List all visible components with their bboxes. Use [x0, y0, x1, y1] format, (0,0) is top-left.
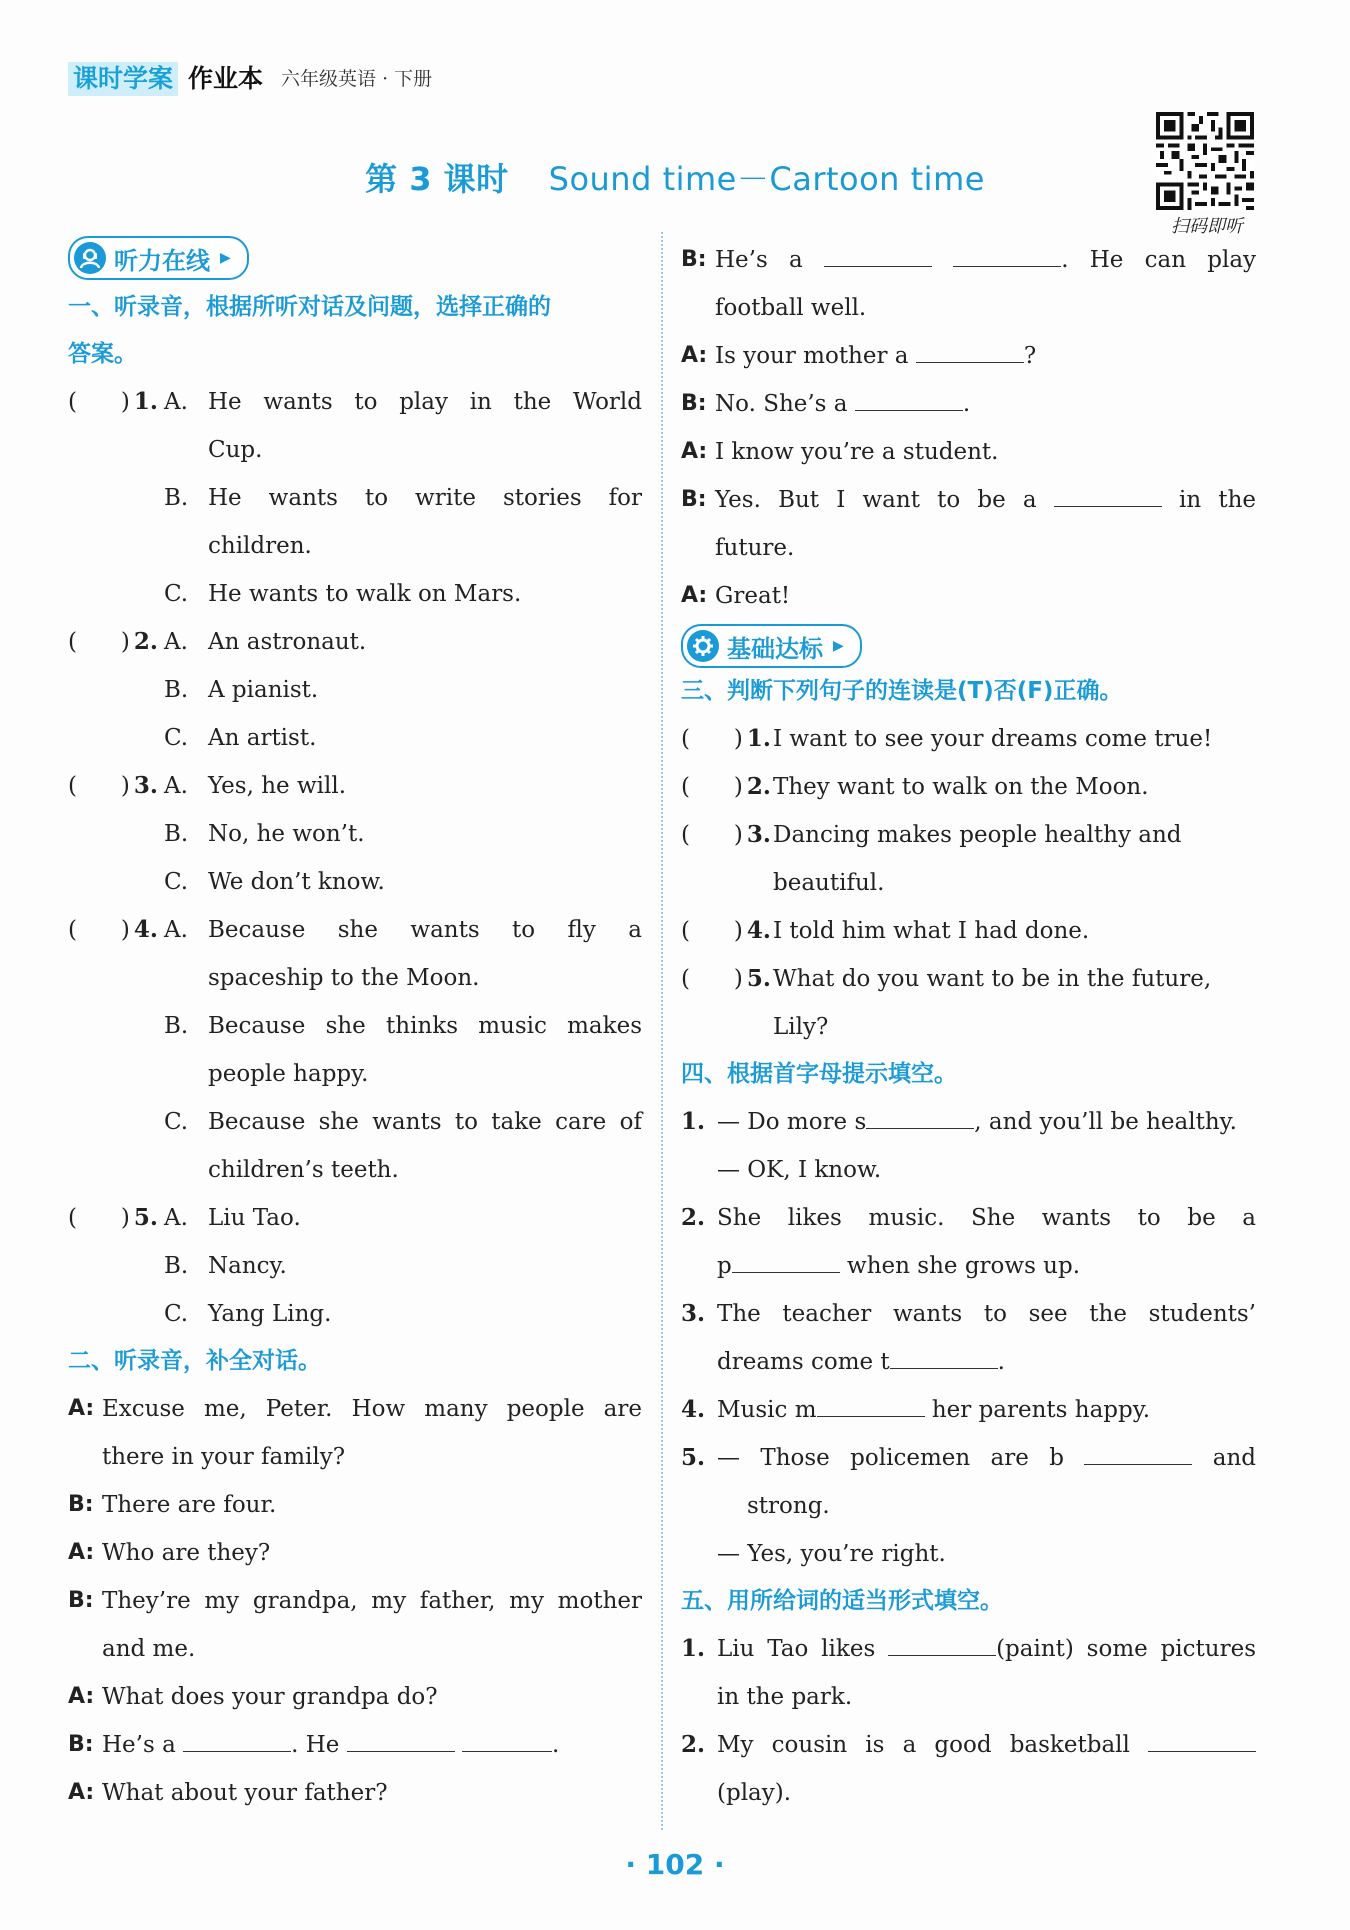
option-letter: B.: [164, 821, 189, 847]
section-1-title-line1: 一、听录音，根据所听对话及问题，选择正确的: [68, 294, 551, 320]
answer-blank[interactable]: [890, 1346, 998, 1369]
option-text: He wants to write stories for: [208, 485, 642, 511]
dialog-text: Who are they?: [102, 1540, 271, 1566]
sentence-text: beautiful.: [773, 870, 885, 896]
dialog-text: I know you’re a student.: [715, 439, 999, 465]
answer-option[interactable]: [164, 618, 642, 666]
answer-blank[interactable]: [824, 244, 932, 267]
dialog-text: Great!: [715, 583, 791, 609]
question-number: 4.: [133, 916, 158, 943]
sentence-text: Lily?: [773, 1014, 829, 1040]
item-text: My cousin is a good basketball: [717, 1732, 1130, 1758]
option-text: people happy.: [208, 1061, 369, 1087]
question-item: [68, 618, 642, 666]
dialog-text: .: [962, 391, 971, 417]
item-text: strong.: [747, 1493, 830, 1519]
item-text: Liu Tao likes: [717, 1636, 876, 1662]
answer-option[interactable]: [164, 906, 642, 954]
dialog-text: What about your father?: [102, 1780, 388, 1806]
answer-blank[interactable]: [1084, 1442, 1192, 1465]
option-text: We don’t know.: [208, 869, 385, 895]
qr-label: 扫码即听: [1171, 216, 1243, 237]
answer-parenthesis[interactable]: (: [681, 774, 690, 800]
lesson-number: 第 3 课时: [365, 160, 509, 198]
section-3-title: 三、判断下列句子的连读是(T)否(F)正确。: [681, 678, 1123, 704]
dialog-text: in the: [1178, 487, 1256, 513]
option-line: [68, 426, 642, 474]
answer-parenthesis[interactable]: (: [68, 773, 77, 799]
listening-questions: [68, 378, 642, 1338]
section-2-title: 二、听录音，补全对话。: [68, 1348, 321, 1374]
answer-option[interactable]: [164, 1146, 642, 1194]
item-text: .: [997, 1349, 1005, 1375]
judge-item: [681, 763, 1256, 811]
option-line: [68, 1050, 642, 1098]
section-5-title: 五、用所给词的适当形式填空。: [681, 1588, 1003, 1614]
answer-blank[interactable]: [1148, 1729, 1256, 1752]
dialog-text: Yes. But I want to be a: [715, 487, 1037, 513]
sentence-text: They want to walk on the Moon.: [773, 774, 1149, 800]
liaison-judgement-questions: [681, 715, 1256, 1051]
dialog-line: [68, 1385, 642, 1433]
dialog-text: What does your grandpa do?: [102, 1684, 438, 1710]
answer-parenthesis[interactable]: ): [689, 966, 743, 992]
answer-option[interactable]: [164, 426, 642, 474]
dialog-line: [68, 1769, 642, 1817]
fill-item: [681, 1098, 1256, 1146]
speaker: B:: [681, 391, 707, 416]
answer-option[interactable]: [164, 810, 642, 858]
speaker: A:: [681, 439, 708, 464]
option-text: children.: [208, 533, 312, 559]
dialog-text: No. She’s a: [715, 391, 848, 417]
option-line: [68, 474, 642, 522]
answer-parenthesis[interactable]: (: [681, 822, 690, 848]
answer-parenthesis[interactable]: ): [689, 774, 743, 800]
sentence-text: What do you want to be in the future,: [773, 966, 1212, 992]
item-text: — Yes, you’re right.: [717, 1541, 946, 1567]
answer-parenthesis[interactable]: (: [681, 726, 690, 752]
judge-line: [681, 1003, 1256, 1051]
page-number: · 102 ·: [625, 1848, 725, 1881]
answer-parenthesis[interactable]: (: [68, 389, 77, 415]
option-line: [68, 714, 642, 762]
option-letter: B.: [164, 1013, 189, 1039]
dialog-text: . He: [291, 1732, 340, 1758]
section-4-title: 四、根据首字母提示填空。: [681, 1061, 957, 1087]
dialog-line: [68, 1433, 642, 1481]
speaker: [68, 1625, 102, 1673]
section-1-title-line2: 答案。: [68, 341, 137, 367]
answer-blank[interactable]: [866, 1106, 974, 1129]
option-letter: [164, 1146, 208, 1194]
option-letter: C.: [164, 869, 189, 895]
question-number: 3.: [746, 821, 771, 848]
dialog-text: football well.: [715, 295, 867, 321]
fill-item: [681, 1386, 1256, 1434]
answer-parenthesis[interactable]: ): [689, 822, 743, 848]
speaker: B:: [68, 1732, 94, 1757]
dialog-text: . He can play: [1061, 247, 1257, 273]
option-line: [68, 1146, 642, 1194]
option-line: [68, 1098, 642, 1146]
dialog-line: [681, 524, 1256, 572]
left-column: [68, 236, 642, 1817]
option-line: [68, 810, 642, 858]
option-text: Yang Ling.: [208, 1301, 332, 1327]
dialog-line: [681, 284, 1256, 332]
item-number: 3.: [681, 1300, 706, 1327]
play-arrow-icon: ▶: [833, 638, 844, 654]
option-text: children’s teeth.: [208, 1157, 399, 1183]
answer-option[interactable]: [164, 666, 642, 714]
item-text: in the park.: [717, 1684, 853, 1710]
option-letter: C.: [164, 581, 189, 607]
play-arrow-icon: ▶: [220, 250, 231, 266]
listening-section-label: 听力在线: [114, 246, 210, 275]
item-text: p: [717, 1253, 732, 1279]
speaker: B:: [68, 1492, 94, 1517]
speaker: B:: [68, 1588, 94, 1613]
answer-parenthesis[interactable]: ): [76, 773, 130, 799]
option-letter: A.: [164, 917, 188, 943]
item-text: her parents happy.: [931, 1397, 1151, 1423]
option-text: He wants to play in the World: [208, 389, 642, 415]
speaker: A:: [681, 583, 708, 608]
option-text: An astronaut.: [208, 629, 367, 655]
answer-option[interactable]: [164, 474, 642, 522]
dialog-line: [681, 476, 1256, 524]
dialog-line: [68, 1673, 642, 1721]
question-number: 5.: [746, 965, 771, 992]
book-title: 六年级英语 · 下册: [281, 68, 433, 90]
basics-section-badge: [681, 624, 862, 668]
dialog-line: [681, 236, 1256, 284]
answer-parenthesis[interactable]: ): [689, 918, 743, 944]
answer-option[interactable]: [164, 954, 642, 1002]
dialog-text: Is your mother a: [715, 343, 909, 369]
answer-option[interactable]: [164, 1194, 642, 1242]
question-number: 1.: [133, 388, 158, 415]
dialog-line: [681, 572, 1256, 620]
option-letter: C.: [164, 1301, 189, 1327]
option-text: Because she wants to take care of: [208, 1109, 642, 1135]
question-item: [68, 762, 642, 810]
option-text: Liu Tao.: [208, 1205, 301, 1231]
dialog: [68, 1385, 642, 1721]
sentence-text: I want to see your dreams come true!: [773, 726, 1213, 752]
option-line: [68, 666, 642, 714]
question-number: 1.: [746, 725, 771, 752]
option-line: [68, 522, 642, 570]
dialog-text: there in your family?: [102, 1444, 346, 1470]
speaker: A:: [68, 1684, 95, 1709]
dialog-text: ?: [1023, 343, 1037, 369]
dialog-text: future.: [715, 535, 795, 561]
answer-option[interactable]: [164, 378, 642, 426]
judge-item: [681, 955, 1256, 1003]
option-text: A pianist.: [208, 677, 319, 703]
item-text: and: [1212, 1445, 1257, 1471]
speaker: A:: [681, 343, 708, 368]
speaker: [68, 1433, 102, 1481]
answer-option[interactable]: [164, 858, 642, 906]
option-line: [68, 858, 642, 906]
item-number: 5.: [681, 1444, 706, 1471]
dialog-line: [681, 428, 1256, 476]
item-number: 1.: [681, 1635, 706, 1662]
speaker: A:: [68, 1396, 95, 1421]
option-line: [68, 1290, 642, 1338]
item-text: (paint) some pictures: [996, 1636, 1256, 1662]
option-letter: B.: [164, 1253, 189, 1279]
option-letter: [164, 1050, 208, 1098]
answer-option[interactable]: [164, 570, 642, 618]
option-text: spaceship to the Moon.: [208, 965, 480, 991]
answer-parenthesis[interactable]: (: [68, 629, 77, 655]
item-text: She likes music. She wants to be a: [717, 1205, 1256, 1231]
answer-option[interactable]: [164, 714, 642, 762]
item-text: — Those policemen are b: [717, 1445, 1064, 1471]
item-number: 2.: [681, 1731, 706, 1758]
item-number: 2.: [681, 1204, 706, 1231]
question-number: 2.: [133, 628, 158, 655]
question-number: 3.: [133, 772, 158, 799]
sentence-text: Dancing makes people healthy and: [773, 822, 1182, 848]
answer-blank[interactable]: [183, 1729, 291, 1752]
answer-parenthesis[interactable]: ): [76, 917, 130, 943]
fill-item: [681, 1625, 1256, 1673]
speaker: A:: [68, 1780, 95, 1805]
question-item: [68, 906, 642, 954]
answer-blank[interactable]: [1054, 484, 1162, 507]
answer-option[interactable]: [164, 1050, 642, 1098]
dialog-line: [68, 1625, 642, 1673]
item-text: The teacher wants to see the students’: [717, 1301, 1256, 1327]
dialog-line: [68, 1481, 642, 1529]
answer-parenthesis[interactable]: ): [76, 389, 130, 415]
brand-name: 课时学案: [68, 62, 178, 96]
answer-blank[interactable]: [953, 244, 1061, 267]
dialog-line: [681, 380, 1256, 428]
answer-blank[interactable]: [732, 1250, 840, 1273]
option-letter: A.: [164, 773, 188, 799]
item-number: 1.: [681, 1108, 706, 1135]
speaker: A:: [68, 1540, 95, 1565]
answer-option[interactable]: [164, 1290, 642, 1338]
answer-option[interactable]: [164, 762, 642, 810]
dialog-text: and me.: [102, 1636, 196, 1662]
judge-item: [681, 811, 1256, 859]
lesson-name: Sound time－Cartoon time: [548, 160, 985, 198]
fill-item: [681, 1290, 1256, 1338]
judge-line: [681, 859, 1256, 907]
option-letter: [164, 522, 208, 570]
brand-subname: 作业本: [188, 64, 264, 93]
question-number: 4.: [746, 917, 771, 944]
answer-parenthesis[interactable]: (: [68, 917, 77, 943]
option-letter: A.: [164, 389, 188, 415]
answer-blank[interactable]: [347, 1729, 455, 1752]
speaker: B:: [681, 247, 707, 272]
item-text: — Do more s: [717, 1109, 867, 1135]
option-text: Because she wants to fly a: [208, 917, 642, 943]
column-divider: [661, 232, 663, 1830]
option-letter: A.: [164, 1205, 188, 1231]
answer-blank[interactable]: [462, 1729, 552, 1752]
dialog-line: [681, 332, 1256, 380]
option-letter: A.: [164, 629, 188, 655]
fill-item: [681, 1434, 1256, 1482]
option-line: [68, 1242, 642, 1290]
dialog-line: [68, 1577, 642, 1625]
series-header: [68, 62, 432, 96]
option-text: No, he won’t.: [208, 821, 365, 847]
basics-section-label: 基础达标: [727, 634, 823, 663]
answer-parenthesis[interactable]: (: [68, 1205, 77, 1231]
answer-parenthesis[interactable]: ): [76, 629, 130, 655]
answer-blank[interactable]: [888, 1633, 996, 1656]
dialog-text: They’re my grandpa, my father, my mother: [102, 1588, 642, 1614]
option-text: Because she thinks music makes: [208, 1013, 642, 1039]
option-text: An artist.: [208, 725, 317, 751]
option-line: [68, 570, 642, 618]
option-letter: C.: [164, 1109, 189, 1135]
option-line: [68, 954, 642, 1002]
listening-icon: [74, 242, 106, 274]
option-text: Cup.: [208, 437, 263, 463]
option-letter: B.: [164, 677, 189, 703]
item-text: dreams come t: [717, 1349, 890, 1375]
item-text: (play).: [717, 1780, 792, 1806]
option-letter: C.: [164, 725, 189, 751]
answer-blank[interactable]: [855, 388, 963, 411]
dialog-text: Excuse me, Peter. How many people are: [102, 1396, 642, 1422]
item-text: , and you’ll be healthy.: [974, 1109, 1237, 1135]
fill-item: [681, 1194, 1256, 1242]
gear-icon: [687, 630, 719, 662]
question-number: 2.: [746, 773, 771, 800]
answer-blank[interactable]: [916, 340, 1024, 363]
item-text: — OK, I know.: [717, 1157, 882, 1183]
answer-option[interactable]: [164, 522, 642, 570]
right-column: [681, 236, 1256, 1817]
option-text: He wants to walk on Mars.: [208, 581, 522, 607]
question-item: [68, 1194, 642, 1242]
judge-item: [681, 715, 1256, 763]
option-letter: [164, 426, 208, 474]
option-text: Yes, he will.: [208, 773, 347, 799]
option-letter: B.: [164, 485, 189, 511]
dialog-text: He’s a: [102, 1732, 176, 1758]
qr-code-icon[interactable]: [1156, 112, 1254, 210]
answer-option[interactable]: [164, 1002, 642, 1050]
question-item: [68, 378, 642, 426]
option-text: Nancy.: [208, 1253, 287, 1279]
dialog-line: [68, 1721, 642, 1769]
answer-parenthesis[interactable]: (: [681, 918, 690, 944]
answer-parenthesis[interactable]: (: [681, 966, 690, 992]
question-number: 5.: [133, 1204, 158, 1231]
listening-section-badge: [68, 236, 249, 280]
item-text: Music m: [717, 1397, 817, 1423]
dialog-line: [68, 1529, 642, 1577]
item-number: 4.: [681, 1396, 706, 1423]
option-letter: [164, 954, 208, 1002]
dialog-text: He’s a: [715, 247, 803, 273]
fill-item: [681, 1721, 1256, 1769]
answer-blank[interactable]: [817, 1394, 925, 1417]
item-text: when she grows up.: [847, 1253, 1081, 1279]
answer-parenthesis[interactable]: ): [689, 726, 743, 752]
answer-option[interactable]: [164, 1242, 642, 1290]
lesson-title: [0, 154, 1350, 200]
judge-item: [681, 907, 1256, 955]
answer-option[interactable]: [164, 1098, 642, 1146]
sentence-text: I told him what I had done.: [773, 918, 1090, 944]
dialog-text: .: [552, 1732, 560, 1758]
dialog-text: There are four.: [102, 1492, 277, 1518]
option-line: [68, 1002, 642, 1050]
speaker: B:: [681, 487, 707, 512]
answer-parenthesis[interactable]: ): [76, 1205, 130, 1231]
